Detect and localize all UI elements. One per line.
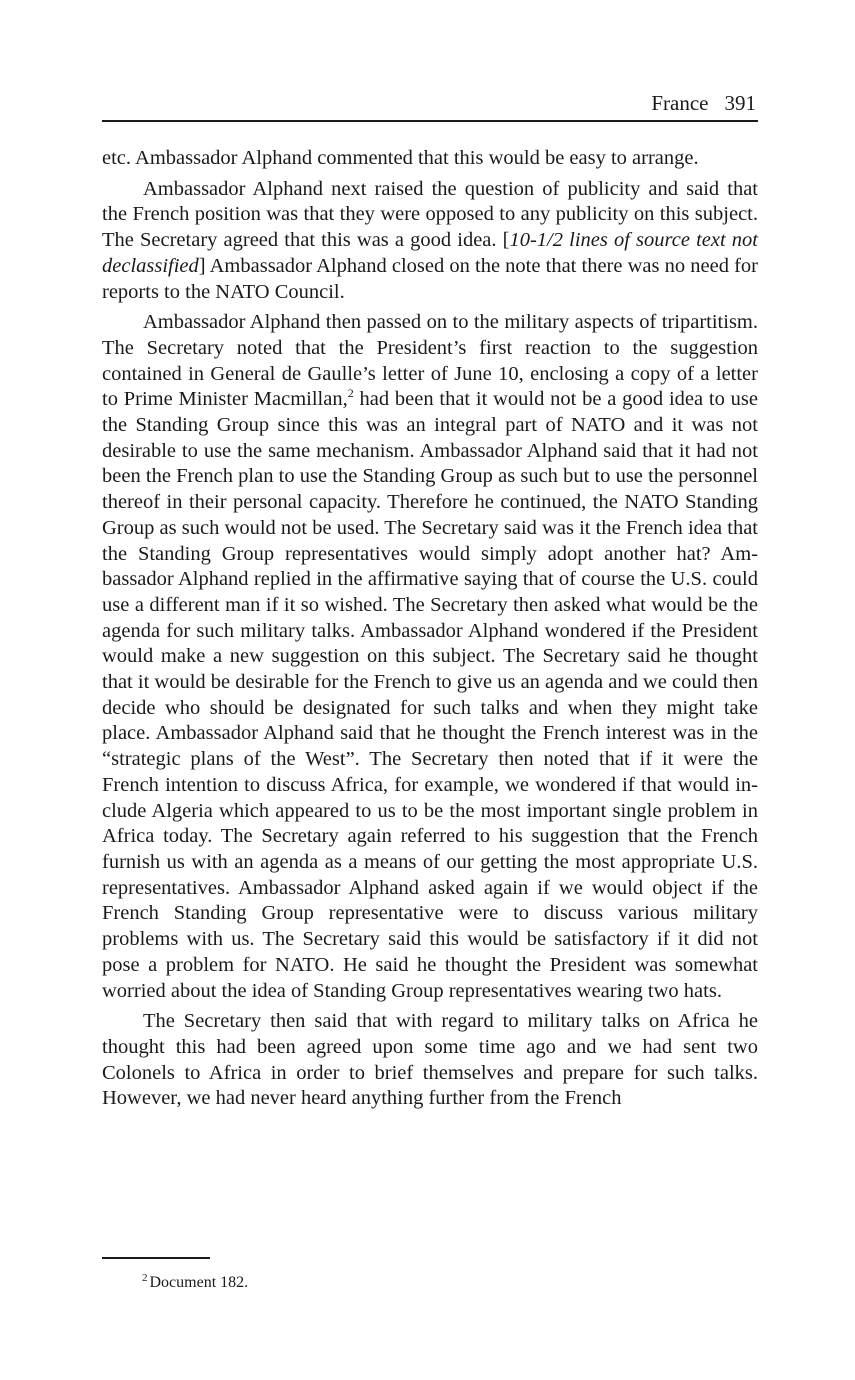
body-text [102, 146, 758, 1112]
document-page [102, 88, 758, 1112]
running-head [102, 88, 758, 118]
footnote-reference[interactable]: 2 [347, 386, 354, 401]
paragraph-continuation: etc. Ambassador Alphand commented that this would be easy to arrange. [102, 147, 699, 169]
running-head-section: France [651, 91, 709, 115]
footnote-mark: 2 [142, 1271, 148, 1284]
footnote-rule [102, 1257, 210, 1259]
header-rule [102, 120, 758, 122]
page-number: 391 [724, 91, 756, 115]
footnote [142, 1272, 248, 1294]
paragraph-publicity: Ambassador Alphand next raised the question of publicity and said that the French position was that they were opposed to any publicity on this subject. The Secretary agreed that this was a good idea. [10-1/2 lines of source text not declassified] Ambassador Alphand closed on the note that there was no need for reports to the NATO Council. [102, 177, 758, 303]
footnote-text: Document 182. [149, 1274, 249, 1291]
paragraph-africa-talks: The Secretary then said that with regard to military talks on Africa he thought this had been agreed upon some time ago and we had sent two Colonels to Africa in order to brief themselves and prepare for such talks. However, we had never heard anything further from the French [102, 1010, 758, 1110]
redaction-note: [10-1/2 lines of source text not declassified] [102, 229, 758, 277]
paragraph-military-aspects: Ambassador Alphand then passed on to the military aspects of tripartitism. The Secretary noted that the President’s first reaction to the suggestion contained in General de Gaulle’s letter of June 10, enclosing a copy of a letter to Prime Minister Macmillan,$^2$ had been that it would not be a good idea to use the Standing Group since this was an integral part of NATO and it was not desirable to use the same mechanism. Ambassador Alphand said that it had not been the French plan to use the Standing Group as such but to use the personnel thereof in their personal capacity. Therefore he continued, the NATO Standing Group as such would not be used. The Secretary said was it the French idea that the Standing Group representatives would simply adopt another hat? Ambassador Alphand replied in the affirmative saying that of course the U.S. could use a different man if it so wished. The Secretary then asked what would be the agenda for such military talks. Ambassador Alphand wondered if the President would make a new suggestion on this subject. The Secretary said he thought that it would be desirable for the French to give us an agenda and we could then decide who should be designated for such talks and when they might take place. Ambassador Alphand said that he thought the French interest was in the “strategic plans of the West”. The Secretary then noted that if it were the French intention to discuss Africa, for example, we wondered if that would include Algeria which appeared to us to be the most important single problem in Africa today. The Secretary again referred to his suggestion that the French furnish us with an agenda as a means of our getting the most appropriate U.S. representatives. Ambassador Alphand asked again if we would object if the French Standing Group representative were to discuss various military problems with us. The Secretary said this would be satisfactory if it did not pose a problem for NATO. He said he thought the President was somewhat worried about the idea of Standing Group representatives wearing two hats. [102, 311, 758, 1002]
